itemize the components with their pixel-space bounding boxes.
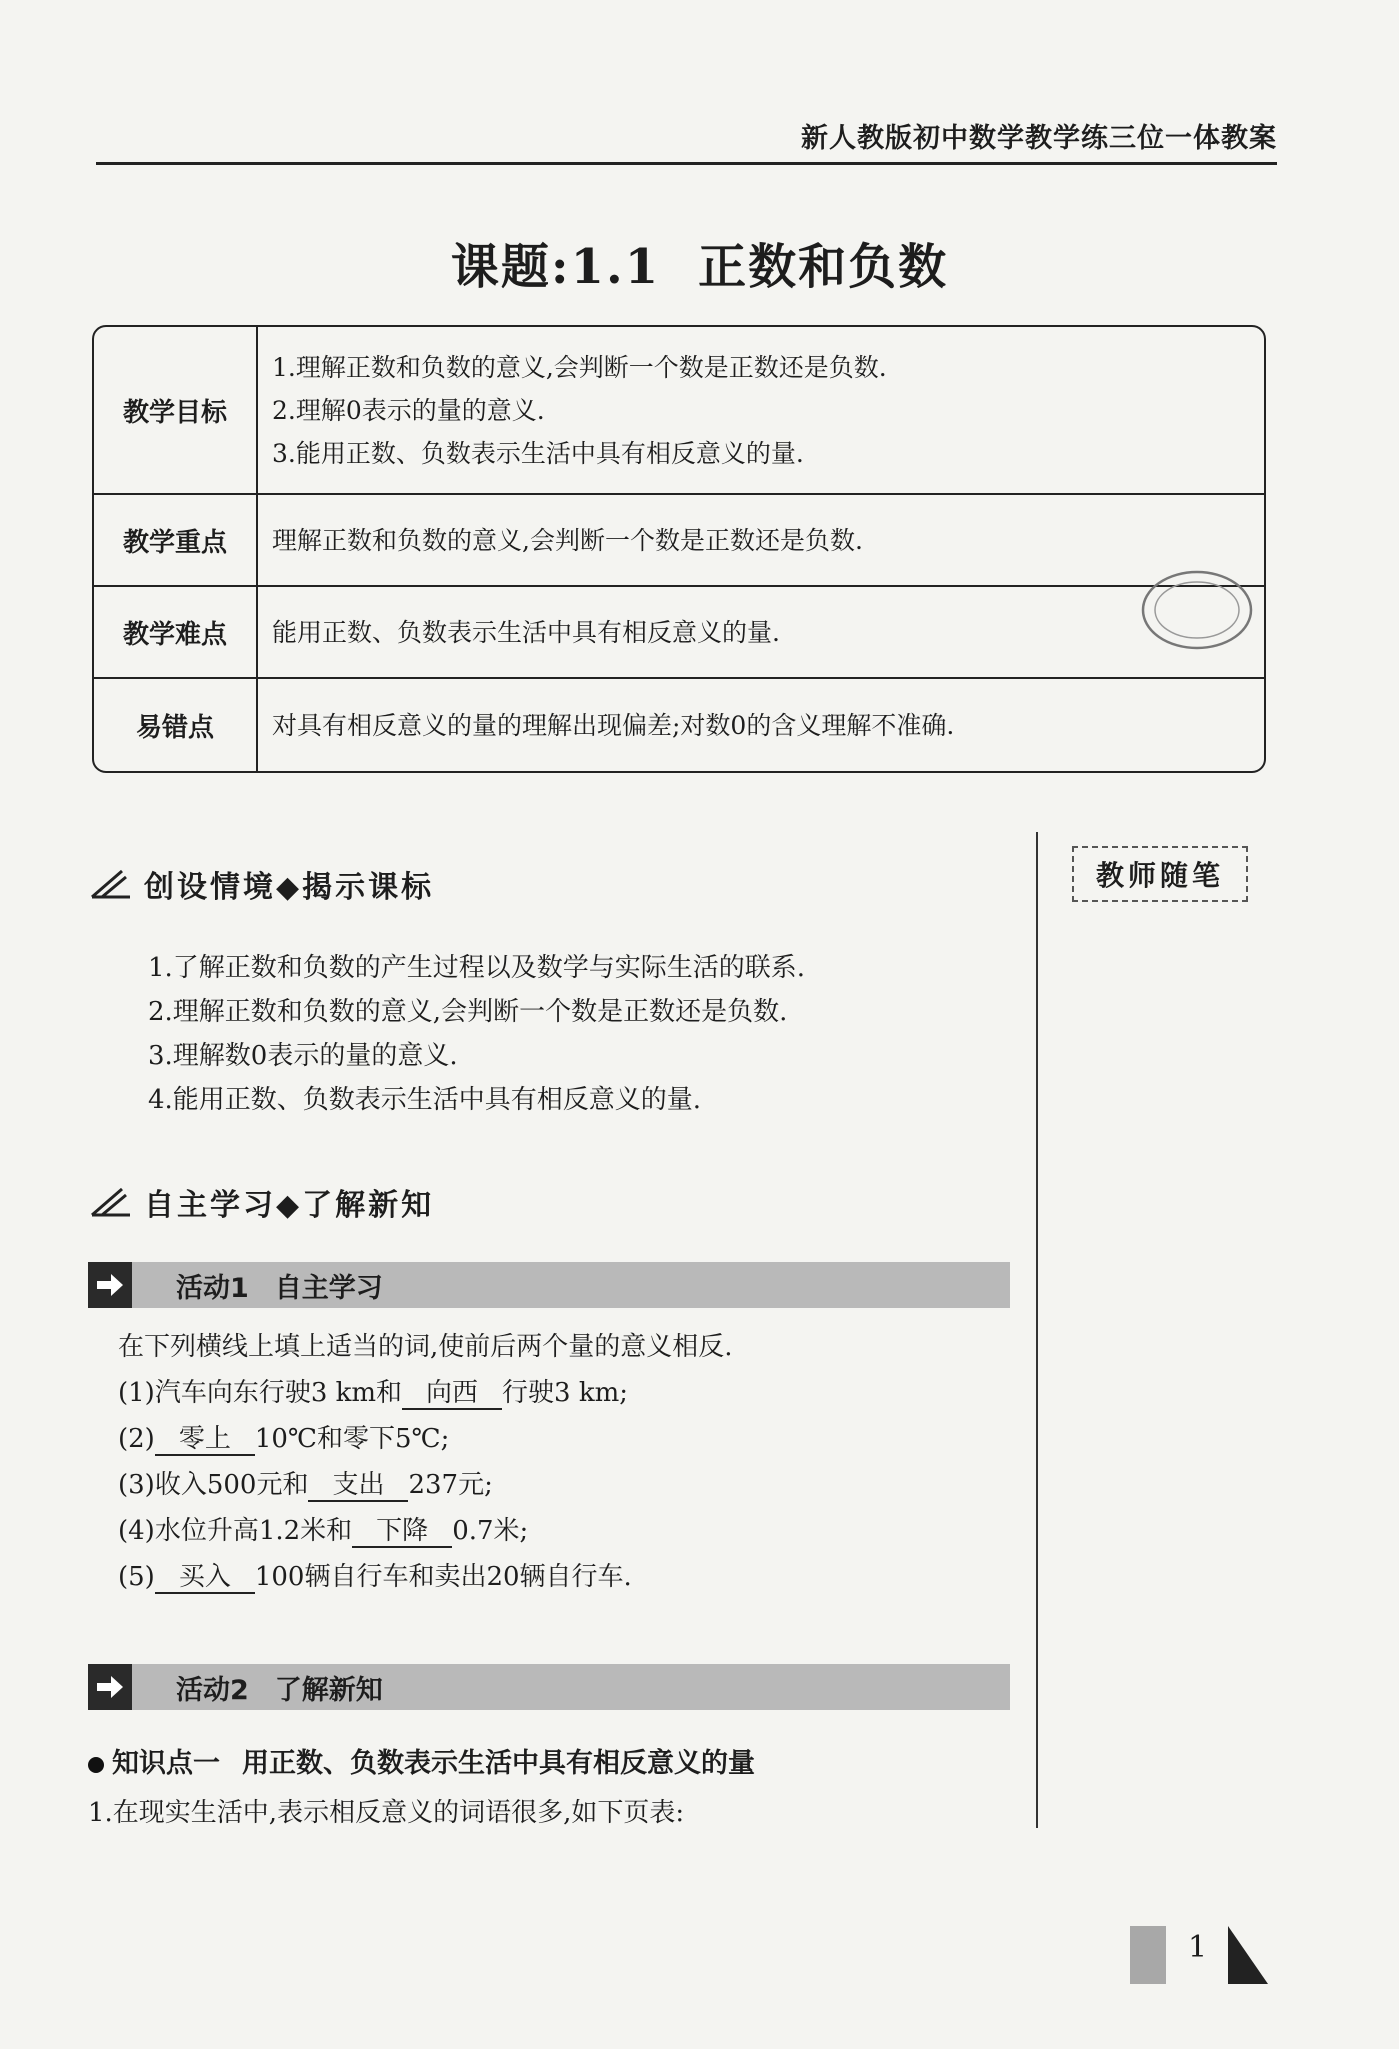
row-label: 教学目标 (94, 327, 258, 495)
list-item: 3.理解数0表示的量的意义. (148, 1041, 458, 1071)
activity-name: 了解新知 (274, 1674, 383, 1706)
exercise-item (118, 1554, 733, 1600)
exercise-item (118, 1370, 733, 1416)
row-line: 对具有相反意义的量的理解出现偏差;对数0的含义理解不准确. (272, 710, 955, 740)
arrow-right-icon (88, 1664, 132, 1710)
item-text: 0.7米; (452, 1516, 529, 1546)
objectives-table (92, 325, 1266, 773)
seal-stamp-icon (1138, 566, 1256, 654)
teacher-notes-badge: 教师随笔 (1072, 846, 1248, 902)
exercise-item (118, 1508, 733, 1554)
pen-nib-icon (88, 867, 134, 901)
row-line: 能用正数、负数表示生活中具有相反意义的量. (272, 617, 780, 647)
margin-divider (1036, 832, 1038, 1828)
item-text: (4)水位升高1.2米和 (118, 1516, 353, 1546)
row-value (258, 587, 1264, 679)
row-value (258, 679, 1264, 771)
activity-1-exercise (118, 1324, 733, 1600)
row-label: 易错点 (94, 679, 258, 771)
page-number: 1 (1188, 1930, 1208, 1965)
row-line: 3.能用正数、负数表示生活中具有相反意义的量. (272, 438, 804, 468)
item-text: (3)收入500元和 (118, 1470, 309, 1500)
row-label: 教学重点 (94, 495, 258, 587)
row-value (258, 495, 1264, 587)
item-text: 100辆自行车和卖出20辆自行车. (254, 1562, 632, 1592)
header-rule (96, 162, 1277, 165)
answer-blank: 下降 (352, 1516, 452, 1548)
item-text: 237元; (408, 1470, 493, 1500)
table-row (94, 327, 1264, 495)
pen-nib-icon (88, 1185, 134, 1219)
list-item: 1.了解正数和负数的产生过程以及数学与实际生活的联系. (148, 953, 806, 983)
activity-number: 活动1 (176, 1272, 249, 1304)
item-text: 行驶3 km; (502, 1378, 629, 1408)
knowledge-point-title: 用正数、负数表示生活中具有相反意义的量 (242, 1748, 755, 1779)
row-value (258, 327, 1264, 495)
table-row (94, 679, 1264, 771)
list-item: 2.理解正数和负数的意义,会判断一个数是正数还是负数. (148, 997, 788, 1027)
item-text: (1)汽车向东行驶3 km和 (118, 1378, 403, 1408)
objective-list (148, 946, 805, 1122)
page-title (0, 228, 1399, 297)
answer-blank: 支出 (308, 1470, 408, 1502)
list-item: 4.能用正数、负数表示生活中具有相反意义的量. (148, 1085, 702, 1115)
section-heading-self-study (88, 1180, 434, 1224)
exercise-intro: 在下列横线上填上适当的词,使前后两个量的意义相反. (118, 1332, 733, 1362)
exercise-item (118, 1462, 733, 1508)
section-heading-create-scenario (88, 862, 434, 906)
row-label: 教学难点 (94, 587, 258, 679)
page-number-bar (1130, 1926, 1166, 1984)
knowledge-point-heading (88, 1741, 755, 1780)
knowledge-point-text: 1.在现实生活中,表示相反意义的词语很多,如下页表: (88, 1798, 685, 1828)
item-text: (2) (118, 1424, 155, 1454)
table-row (94, 587, 1264, 679)
item-text: 10℃和零下5℃; (254, 1424, 450, 1454)
knowledge-point-label: 知识点一 (112, 1748, 220, 1779)
page-title-prefix: 课题:1.1 (450, 239, 661, 295)
answer-blank: 零上 (155, 1424, 255, 1456)
section-title: 自主学习◆了解新知 (144, 1188, 435, 1223)
corner-triangle-icon (1228, 1926, 1268, 1984)
answer-blank: 买入 (155, 1562, 255, 1594)
table-row (94, 495, 1264, 587)
row-line: 理解正数和负数的意义,会判断一个数是正数还是负数. (272, 525, 863, 555)
section-title: 创设情境◆揭示课标 (144, 870, 435, 905)
answer-blank: 向西 (402, 1378, 502, 1410)
row-line: 2.理解0表示的量的意义. (272, 395, 545, 425)
bullet-dot-icon (88, 1757, 104, 1773)
item-text: (5) (118, 1562, 155, 1592)
activity-name: 自主学习 (274, 1272, 383, 1304)
activity-number: 活动2 (176, 1674, 249, 1706)
page-title-main: 正数和负数 (698, 239, 949, 295)
activity-1-bar (88, 1262, 1010, 1308)
header-title: 新人教版初中数学教学练三位一体教案 (801, 123, 1277, 154)
exercise-item (118, 1416, 733, 1462)
activity-2-bar (88, 1664, 1010, 1710)
row-line: 1.理解正数和负数的意义,会判断一个数是正数还是负数. (272, 352, 887, 382)
arrow-right-icon (88, 1262, 132, 1308)
